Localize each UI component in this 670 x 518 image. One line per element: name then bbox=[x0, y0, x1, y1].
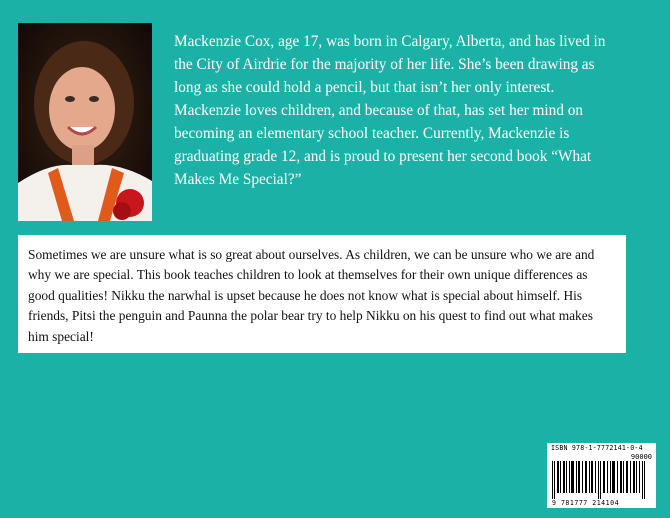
author-bio: Mackenzie Cox, age 17, was born in Calgary, Alberta, and has lived in the City of Airdrie for the majority of her life. She’s been drawing as long as she could hold a pencil, but that isn’t her only interest. Mackenzie loves children, and because of that, has set her mind on becoming an elementary school teacher. Currently, Mackenzie is graduating grade 12, and is proud to present her second book “What Makes Me Special?” bbox=[174, 33, 606, 188]
author-photo bbox=[18, 23, 152, 221]
barcode-digits: 9 781777 214104 bbox=[552, 499, 620, 507]
barcode-bars bbox=[550, 455, 654, 499]
book-description: Sometimes we are unsure what is so great about ourselves. As children, we can be unsure who we are and why we are special. This book teaches children to look at themselves for their own unique differences as good qualities! Nikku the narwhal is upset because he does not know what is special about himself. His friends, Pitsi the penguin and Paunna the polar bear try to help Nikku on his quest to find out what makes him special! bbox=[18, 235, 626, 353]
isbn-barcode bbox=[547, 443, 656, 508]
price-code: 90000 bbox=[630, 453, 652, 461]
isbn-label: ISBN 978-1-7772141-0-4 bbox=[551, 444, 643, 452]
